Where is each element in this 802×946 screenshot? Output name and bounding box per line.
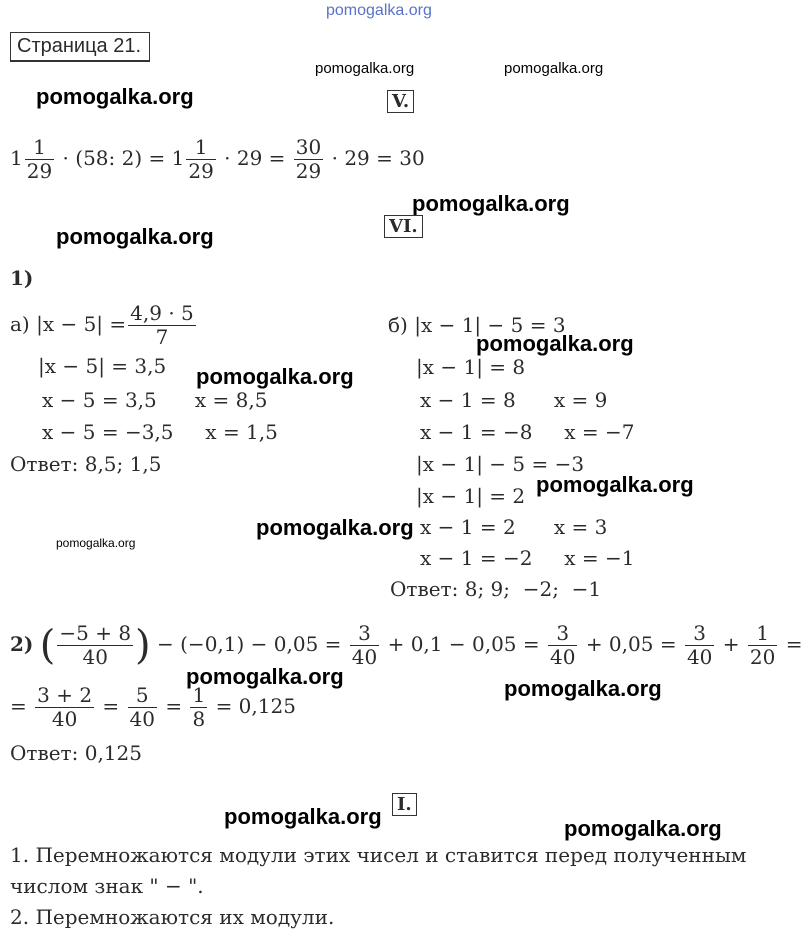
fraction: $\frac{30}{29}$ bbox=[295, 135, 322, 183]
fraction: $\frac{1}{8}$ bbox=[192, 683, 206, 731]
watermark: pomogalka.org bbox=[564, 816, 722, 841]
part1a-line: |x − 5| = 3,5 bbox=[38, 354, 167, 378]
part1a-line: x − 5 = −3,5 x = 1,5 bbox=[42, 420, 278, 444]
page-title: Страница 21. bbox=[10, 32, 150, 62]
part1b-line: x − 1 = 8 x = 9 bbox=[420, 388, 608, 412]
watermark: pomogalka.org bbox=[504, 60, 604, 77]
section-i-text-line: 2. Перемножаются их модули. bbox=[10, 905, 335, 929]
part2-answer: Ответ: 0,125 bbox=[10, 741, 142, 765]
section-label-i: I. bbox=[392, 793, 417, 816]
section-i-text-line: числом знак " − ". bbox=[10, 874, 204, 898]
fraction: $\frac{1}{29}$ bbox=[26, 135, 53, 183]
part1a-equation: а) |x − 5| = $\frac{4,9 \cdot 5}{7}$ bbox=[10, 301, 194, 349]
section-label-v: V. bbox=[387, 90, 414, 113]
watermark-top: pomogalka.org bbox=[326, 2, 432, 19]
part2-expression-continued: = $\frac{3 + 2}{40}$ = $\frac{5}{40}$ = $\frac{1}{8}$ = 0,125 bbox=[10, 683, 296, 731]
section-i-text-line: 1. Перемножаются модули этих чисел и ставится перед полученным bbox=[10, 843, 747, 867]
part1b-line: |x − 1| = 2 bbox=[416, 484, 526, 508]
fraction: $\frac{3 + 2}{40}$ bbox=[37, 683, 93, 731]
watermark: pomogalka.org bbox=[412, 191, 570, 216]
fraction: $\frac{3}{40}$ bbox=[351, 621, 378, 669]
part1b-line: x − 1 = −2 x = −1 bbox=[420, 546, 635, 570]
watermark: pomogalka.org bbox=[315, 60, 415, 77]
section-label-vi: VI. bbox=[384, 215, 423, 238]
fraction: $\frac{4,9 \cdot 5}{7}$ bbox=[130, 301, 194, 349]
part1b-line: x − 1 = 2 x = 3 bbox=[420, 515, 608, 539]
part1b-equation: б) |x − 1| − 5 = 3 bbox=[388, 313, 566, 337]
part1b-answer: Ответ: 8; 9; −2; −1 bbox=[390, 577, 602, 601]
part2-expression: 2) ( $\frac{-5 + 8}{40}$ ) − (−0,1) − 0,05 = $\frac{3}{40}$ + 0,1 − 0,05 = $\frac{3}{40}$ + 0,05 = $\frac{3}{40}$ + $\frac{1}{20}$ = bbox=[10, 621, 802, 669]
part1a-line: x − 5 = 3,5 x = 8,5 bbox=[42, 388, 268, 412]
part1-label: 1) bbox=[10, 266, 34, 290]
watermark: pomogalka.org bbox=[476, 331, 634, 356]
fraction: $\frac{1}{20}$ bbox=[749, 621, 776, 669]
fraction: $\frac{1}{29}$ bbox=[188, 135, 214, 183]
watermark: pomogalka.org bbox=[56, 536, 136, 550]
fraction: $\frac{5}{40}$ bbox=[129, 683, 155, 731]
watermark: pomogalka.org bbox=[224, 804, 382, 829]
section-v-expression: 1 $\frac{1}{29}$ · (58: 2) = 1 $\frac{1}{29}$ · 29 = $\frac{30}{29}$ · 29 = 30 bbox=[10, 135, 425, 183]
part1a-answer: Ответ: 8,5; 1,5 bbox=[10, 452, 162, 476]
watermark: pomogalka.org bbox=[536, 472, 694, 497]
part1b-line: x − 1 = −8 x = −7 bbox=[420, 420, 635, 444]
watermark: pomogalka.org bbox=[196, 364, 354, 389]
watermark: pomogalka.org bbox=[256, 515, 414, 540]
watermark: pomogalka.org bbox=[186, 664, 344, 689]
fraction: $\frac{3}{40}$ bbox=[686, 621, 713, 669]
fraction: $\frac{-5 + 8}{40}$ bbox=[59, 621, 132, 669]
watermark: pomogalka.org bbox=[36, 84, 194, 109]
fraction: $\frac{3}{40}$ bbox=[550, 621, 576, 669]
watermark: pomogalka.org bbox=[504, 676, 662, 701]
part1b-line: |x − 1| − 5 = −3 bbox=[416, 452, 585, 476]
part1b-line: |x − 1| = 8 bbox=[416, 355, 526, 379]
watermark: pomogalka.org bbox=[56, 224, 214, 249]
